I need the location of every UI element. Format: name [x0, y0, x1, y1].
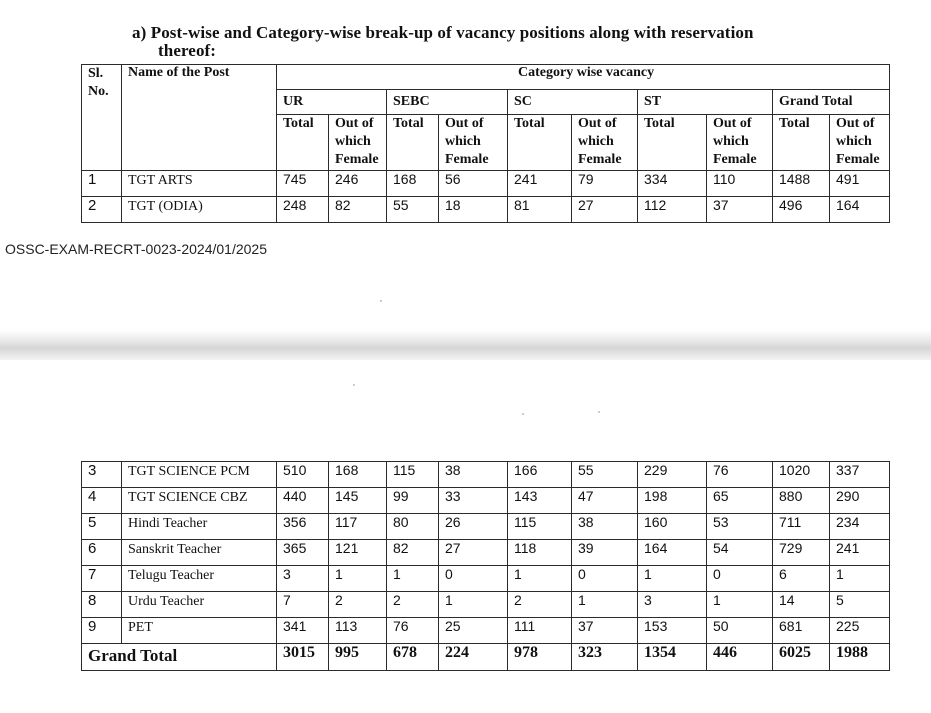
cell-st-female: 1 — [707, 592, 773, 618]
cell-ur-total: 510 — [277, 462, 329, 488]
table-row — [82, 514, 890, 540]
cell-sebc-total: 1 — [387, 566, 439, 592]
cell-grand-total: 1488 — [773, 171, 830, 197]
cell-sebc-female: 18 — [439, 197, 508, 223]
cell-sc-total: 241 — [508, 171, 572, 197]
cell-sebc-female: 33 — [439, 488, 508, 514]
grand-total-ur-female: 995 — [329, 644, 387, 671]
header-category-grand-total: Grand Total — [773, 90, 890, 115]
scan-speck — [353, 384, 355, 386]
cell-grand-total: 14 — [773, 592, 830, 618]
cell-ur-total: 7 — [277, 592, 329, 618]
cell-st-female: 110 — [707, 171, 773, 197]
cell-sebc-total: 2 — [387, 592, 439, 618]
cell-sc-total: 81 — [508, 197, 572, 223]
cell-st-total: 229 — [638, 462, 707, 488]
cell-ur-female: 2 — [329, 592, 387, 618]
header-ur-total: Total — [277, 115, 329, 171]
row-post-name: Urdu Teacher — [122, 592, 277, 618]
table-row — [82, 566, 890, 592]
grand-total-sc-total: 978 — [508, 644, 572, 671]
row-sl-no: 3 — [82, 462, 122, 488]
row-post-name: Telugu Teacher — [122, 566, 277, 592]
cell-st-total: 153 — [638, 618, 707, 644]
cell-ur-total: 3 — [277, 566, 329, 592]
cell-grand-female: 1 — [830, 566, 890, 592]
cell-ur-female: 168 — [329, 462, 387, 488]
vacancy-table-part-2 — [81, 461, 890, 671]
cell-sc-total: 111 — [508, 618, 572, 644]
row-sl-no: 8 — [82, 592, 122, 618]
row-post-name: TGT SCIENCE PCM — [122, 462, 277, 488]
cell-sc-total: 115 — [508, 514, 572, 540]
cell-st-female: 50 — [707, 618, 773, 644]
cell-ur-total: 341 — [277, 618, 329, 644]
grand-total-sebc-female: 224 — [439, 644, 508, 671]
cell-st-female: 37 — [707, 197, 773, 223]
cell-st-total: 3 — [638, 592, 707, 618]
cell-sc-total: 1 — [508, 566, 572, 592]
header-sebc-female: Out of which Female — [439, 115, 508, 171]
header-category-ur: UR — [277, 90, 387, 115]
cell-ur-total: 365 — [277, 540, 329, 566]
cell-st-total: 334 — [638, 171, 707, 197]
cell-st-total: 160 — [638, 514, 707, 540]
header-category-sebc: SEBC — [387, 90, 508, 115]
scan-speck — [598, 411, 600, 413]
cell-sebc-total: 99 — [387, 488, 439, 514]
row-sl-no: 1 — [82, 171, 122, 197]
cell-ur-female: 145 — [329, 488, 387, 514]
cell-grand-female: 225 — [830, 618, 890, 644]
cell-st-total: 198 — [638, 488, 707, 514]
row-post-name: Sanskrit Teacher — [122, 540, 277, 566]
header-sc-female: Out of which Female — [572, 115, 638, 171]
cell-ur-female: 82 — [329, 197, 387, 223]
table-row — [82, 540, 890, 566]
cell-sc-female: 47 — [572, 488, 638, 514]
row-post-name: PET — [122, 618, 277, 644]
cell-grand-female: 234 — [830, 514, 890, 540]
header-st-female: Out of which Female — [707, 115, 773, 171]
header-sl-no: Sl. No. — [82, 65, 122, 171]
header-post-name: Name of the Post — [122, 65, 277, 171]
cell-sc-female: 0 — [572, 566, 638, 592]
row-post-name: TGT (ODIA) — [122, 197, 277, 223]
grand-total-all-total: 6025 — [773, 644, 830, 671]
grand-total-row — [82, 644, 890, 671]
cell-sebc-female: 1 — [439, 592, 508, 618]
cell-sebc-female: 27 — [439, 540, 508, 566]
cell-st-female: 54 — [707, 540, 773, 566]
row-sl-no: 4 — [82, 488, 122, 514]
cell-sebc-total: 115 — [387, 462, 439, 488]
row-sl-no: 9 — [82, 618, 122, 644]
cell-grand-total: 880 — [773, 488, 830, 514]
cell-ur-female: 113 — [329, 618, 387, 644]
cell-sebc-total: 76 — [387, 618, 439, 644]
header-category-wise: Category wise vacancy — [277, 65, 890, 90]
header-category-st: ST — [638, 90, 773, 115]
cell-st-total: 1 — [638, 566, 707, 592]
cell-st-female: 53 — [707, 514, 773, 540]
header-sebc-total: Total — [387, 115, 439, 171]
row-sl-no: 5 — [82, 514, 122, 540]
cell-sebc-female: 0 — [439, 566, 508, 592]
cell-ur-female: 1 — [329, 566, 387, 592]
scan-speck — [380, 300, 382, 302]
row-post-name: TGT ARTS — [122, 171, 277, 197]
row-post-name: Hindi Teacher — [122, 514, 277, 540]
cell-st-female: 0 — [707, 566, 773, 592]
cell-grand-female: 164 — [830, 197, 890, 223]
cell-st-total: 164 — [638, 540, 707, 566]
cell-sc-female: 27 — [572, 197, 638, 223]
cell-sebc-female: 26 — [439, 514, 508, 540]
cell-grand-total: 496 — [773, 197, 830, 223]
row-sl-no: 2 — [82, 197, 122, 223]
cell-ur-total: 248 — [277, 197, 329, 223]
cell-sebc-female: 56 — [439, 171, 508, 197]
cell-sc-female: 37 — [572, 618, 638, 644]
cell-grand-female: 290 — [830, 488, 890, 514]
grand-total-all-female: 1988 — [830, 644, 890, 671]
cell-ur-female: 117 — [329, 514, 387, 540]
header-sc-total: Total — [508, 115, 572, 171]
grand-total-sc-female: 323 — [572, 644, 638, 671]
header-grand-female: Out of which Female — [830, 115, 890, 171]
heading-line-2: thereof: — [158, 41, 217, 60]
cell-grand-total: 681 — [773, 618, 830, 644]
cell-sebc-total: 55 — [387, 197, 439, 223]
cell-sc-female: 79 — [572, 171, 638, 197]
header-st-total: Total — [638, 115, 707, 171]
cell-grand-total: 1020 — [773, 462, 830, 488]
cell-st-female: 76 — [707, 462, 773, 488]
cell-grand-female: 337 — [830, 462, 890, 488]
row-sl-no: 7 — [82, 566, 122, 592]
cell-grand-female: 491 — [830, 171, 890, 197]
cell-grand-total: 6 — [773, 566, 830, 592]
cell-ur-female: 246 — [329, 171, 387, 197]
grand-total-sebc-total: 678 — [387, 644, 439, 671]
vacancy-table-part-1 — [81, 64, 890, 223]
cell-sebc-total: 80 — [387, 514, 439, 540]
table-row — [82, 197, 890, 223]
cell-sc-female: 38 — [572, 514, 638, 540]
cell-grand-female: 241 — [830, 540, 890, 566]
header-category-sc: SC — [508, 90, 638, 115]
grand-total-label: Grand Total — [82, 644, 277, 671]
cell-sc-total: 166 — [508, 462, 572, 488]
cell-ur-total: 745 — [277, 171, 329, 197]
row-post-name: TGT SCIENCE CBZ — [122, 488, 277, 514]
cell-ur-total: 440 — [277, 488, 329, 514]
header-grand-total: Total — [773, 115, 830, 171]
cell-st-female: 65 — [707, 488, 773, 514]
cell-sebc-female: 25 — [439, 618, 508, 644]
page-break-shadow — [0, 330, 931, 360]
header-ur-female: Out of which Female — [329, 115, 387, 171]
cell-sc-total: 118 — [508, 540, 572, 566]
section-heading — [132, 24, 852, 60]
row-sl-no: 6 — [82, 540, 122, 566]
table-row — [82, 592, 890, 618]
cell-st-total: 112 — [638, 197, 707, 223]
cell-sc-total: 2 — [508, 592, 572, 618]
table-row — [82, 171, 890, 197]
grand-total-st-female: 446 — [707, 644, 773, 671]
cell-grand-total: 711 — [773, 514, 830, 540]
reference-number: OSSC-EXAM-RECRT-0023-2024/01/2025 — [5, 241, 267, 257]
cell-sebc-total: 82 — [387, 540, 439, 566]
cell-grand-total: 729 — [773, 540, 830, 566]
grand-total-ur-total: 3015 — [277, 644, 329, 671]
cell-ur-female: 121 — [329, 540, 387, 566]
table-row — [82, 618, 890, 644]
cell-sc-total: 143 — [508, 488, 572, 514]
cell-sc-female: 1 — [572, 592, 638, 618]
cell-sebc-total: 168 — [387, 171, 439, 197]
scan-speck — [522, 413, 524, 415]
cell-sc-female: 39 — [572, 540, 638, 566]
cell-ur-total: 356 — [277, 514, 329, 540]
cell-sc-female: 55 — [572, 462, 638, 488]
table-row — [82, 462, 890, 488]
heading-line-1: a) Post-wise and Category-wise break-up of vacancy positions along with reservation — [132, 23, 754, 42]
cell-grand-female: 5 — [830, 592, 890, 618]
table-row — [82, 488, 890, 514]
cell-sebc-female: 38 — [439, 462, 508, 488]
grand-total-st-total: 1354 — [638, 644, 707, 671]
